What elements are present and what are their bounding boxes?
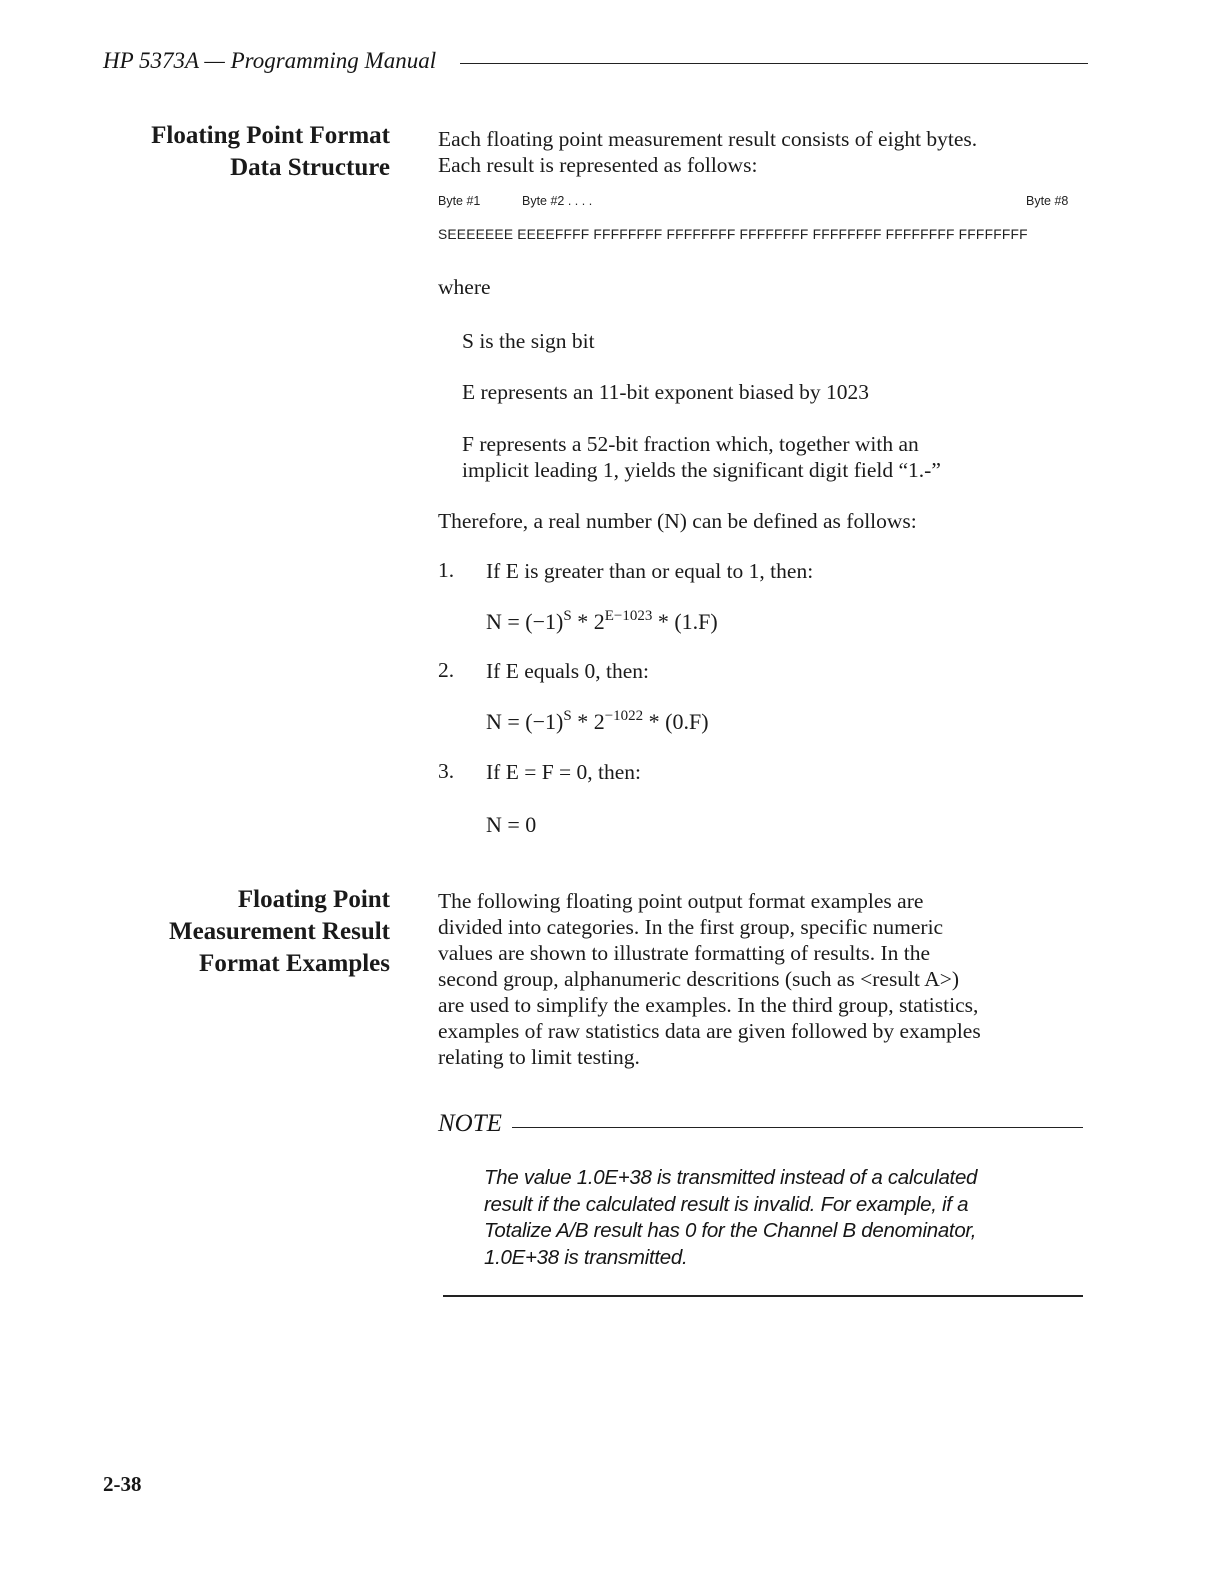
byte1-label: Byte #1: [438, 194, 481, 208]
heading-line: Format Examples: [199, 950, 390, 977]
formula-normalized: [486, 608, 718, 635]
formula-part: * (1.F): [652, 609, 718, 634]
formula-superscript: S: [563, 608, 572, 624]
case-number: 2.: [438, 658, 455, 682]
note-line: The value 1.0E+38 is transmitted instead of a calculated: [484, 1166, 978, 1189]
paragraph-line: relating to limit testing.: [438, 1045, 640, 1069]
section-heading-format-examples: [169, 884, 390, 980]
paragraph-line: The following floating point output format examples are: [438, 889, 924, 913]
formula-part: N = (−1): [486, 709, 564, 734]
formula-part: * 2: [571, 709, 605, 734]
page-number: 2-38: [103, 1472, 142, 1496]
case-number: 1.: [438, 558, 455, 582]
section-heading-data-structure: [151, 120, 390, 184]
heading-line: Floating Point: [237, 886, 390, 913]
definition-exponent: E represents an 11-bit exponent biased by 1023: [462, 380, 869, 404]
definition-line: implicit leading 1, yields the significant digit field “1.-”: [462, 458, 941, 482]
formula-superscript: −1022: [604, 708, 644, 724]
intro-paragraph: [438, 126, 977, 178]
case-condition: If E equals 0, then:: [486, 659, 649, 683]
paragraph-line: are used to simplify the examples. In the third group, statistics,: [438, 993, 979, 1017]
therefore-sentence: Therefore, a real number (N) can be defined as follows:: [438, 509, 917, 533]
formula-superscript: S: [563, 708, 572, 724]
format-examples-paragraph: [438, 888, 981, 1070]
heading-line: Floating Point Format: [151, 122, 390, 149]
where-label: where: [438, 275, 491, 299]
note-label: NOTE: [438, 1110, 502, 1137]
paragraph-line: divided into categories. In the first group, specific numeric: [438, 915, 944, 939]
byte2-label: Byte #2 . . . .: [522, 194, 593, 208]
paragraph-line: second group, alphanumeric descritions (such as <result A>): [438, 967, 960, 991]
formula-part: N = (−1): [486, 609, 564, 634]
running-header: [103, 46, 1088, 76]
definition-fraction: [462, 431, 941, 483]
note-rule: [512, 1127, 1083, 1128]
definition-sign: S is the sign bit: [462, 329, 595, 353]
formula-part: * (0.F): [643, 709, 709, 734]
note-header: [438, 1110, 1083, 1138]
paragraph-line: examples of raw statistics data are given followed by examples: [438, 1019, 981, 1043]
note-body: [484, 1165, 1084, 1271]
note-end-rule: [443, 1295, 1083, 1297]
manual-title: HP 5373A — Programming Manual: [103, 48, 437, 73]
byte8-label: Byte #8: [1026, 194, 1069, 208]
case-number: 3.: [438, 759, 455, 783]
bit-pattern: SEEEEEEE EEEEFFFF FFFFFFFF FFFFFFFF FFFFFFFF FFFFFFFF FFFFFFFF FFFFFFFF: [438, 227, 1028, 242]
definition-line: F represents a 52-bit fraction which, together with an: [462, 432, 919, 456]
heading-line: Data Structure: [230, 154, 390, 181]
case-condition: If E is greater than or equal to 1, then:: [486, 559, 814, 583]
header-rule: [460, 63, 1088, 64]
formula-denormalized: [486, 708, 709, 735]
paragraph-line: values are shown to illustrate formatting of results. In the: [438, 941, 930, 965]
formula-part: * 2: [571, 609, 605, 634]
intro-line: Each floating point measurement result consists of eight bytes.: [438, 127, 978, 151]
formula-superscript: E−1023: [604, 608, 653, 624]
intro-line: Each result is represented as follows:: [438, 153, 758, 177]
note-line: Totalize A/B result has 0 for the Channel B denominator,: [484, 1219, 977, 1242]
heading-line: Measurement Result: [168, 918, 390, 945]
note-line: result if the calculated result is invalid. For example, if a: [484, 1192, 969, 1216]
note-line: 1.0E+38 is transmitted.: [484, 1245, 688, 1269]
formula-zero: N = 0: [486, 812, 537, 837]
case-condition: If E = F = 0, then:: [486, 760, 642, 784]
